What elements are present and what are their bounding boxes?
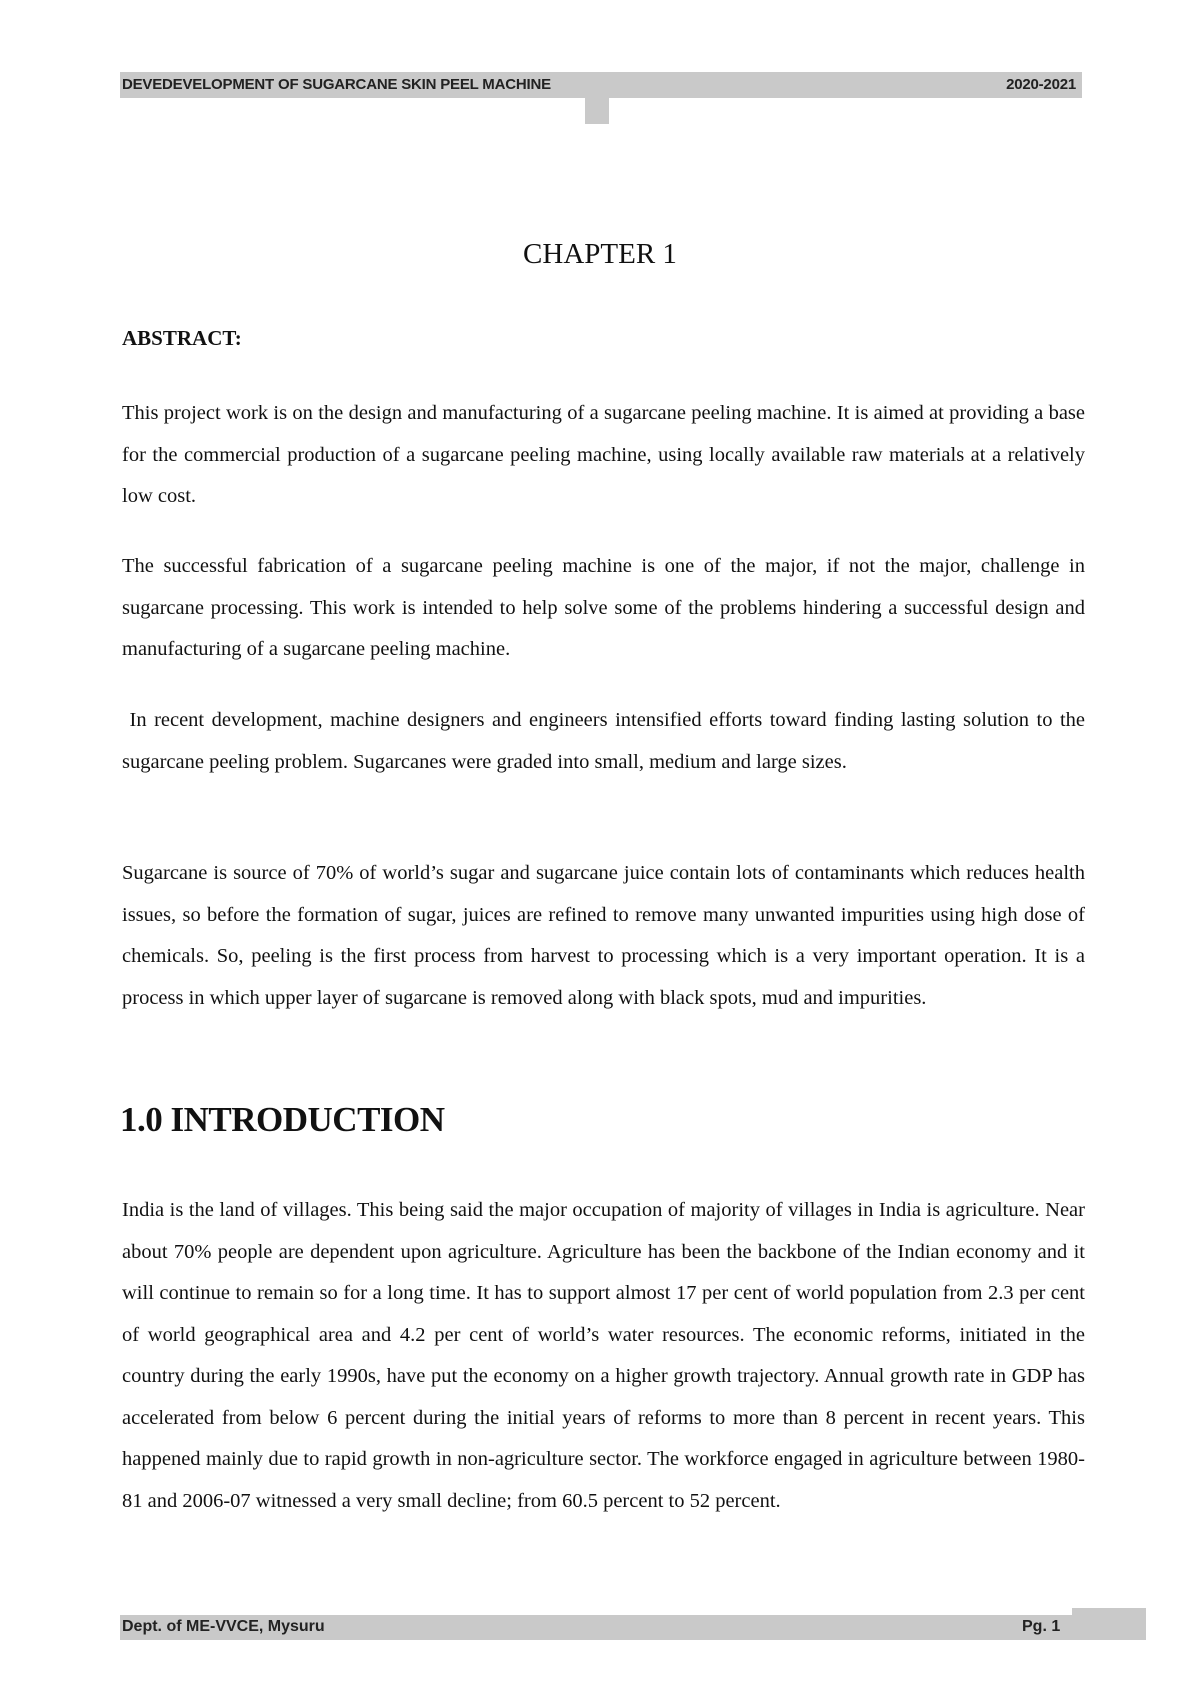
introduction-paragraph: India is the land of villages. This being said the major occupation of majority of villages in India is agriculture. Near about 70% people are dependent upon agriculture. Agriculture has been the backbone of the Indian economy and it will continue to remain so for a long time. It has to support almost 17 per cent of world population from 2.3 per cent of world geographical area and 4.2 per cent of world’s water resources. The economic reforms, initiated in the country during the early 1990s, have put the economy on a higher growth trajectory. Annual growth rate in GDP has accelerated from below 6 percent during the initial years of reforms to more than 8 percent in recent years. This happened mainly due to rapid growth in non-agriculture sector. The workforce engaged in agriculture between 1980-81 and 2006-07 witnessed a very small decline; from 60.5 percent to 52 percent. [122,1199,1085,1512]
footer-bar-notch [1072,1608,1146,1640]
abstract-paragraph: The successful fabrication of a sugarcane peeling machine is one of the major, if not the major, challenge in sugarcane processing. This work is intended to help solve some of the problems hindering a successful design and manufacturing of a sugarcane peeling machine. [122,555,1085,660]
header-year: 2020-2021 [1006,76,1076,93]
abstract-paragraph: In recent development, machine designers and engineers intensified efforts toward finding lasting solution to the sugarcane peeling problem. Sugarcanes were graded into small, medium and large sizes. [122,709,1091,773]
abstract-heading: ABSTRACT: [122,326,242,350]
footer-department: Dept. of ME-VVCE, Mysuru [122,1618,325,1635]
abstract-paragraph: This project work is on the design and manufacturing of a sugarcane peeling machine. It is aimed at providing a base for the commercial production of a sugarcane peeling machine, using locally available raw materials at a relatively low cost. [122,402,1085,507]
footer-page-number: Pg. 1 [1022,1618,1061,1635]
abstract-paragraph: Sugarcane is source of 70% of world’s sugar and sugarcane juice contain lots of contaminants which reduces health issues, so before the formation of sugar, juices are refined to remove many unwanted impurities using high dose of chemicals. So, peeling is the first process from harvest to processing which is a very important operation. It is a process in which upper layer of sugarcane is removed along with black spots, mud and impurities. [122,862,1085,1009]
chapter-title: CHAPTER 1 [523,238,677,270]
header-tab-decoration [585,98,609,124]
header-title: DEVEDEVELOPMENT OF SUGARCANE SKIN PEEL MACHINE [122,76,551,93]
introduction-heading: 1.0 INTRODUCTION [120,1100,445,1139]
